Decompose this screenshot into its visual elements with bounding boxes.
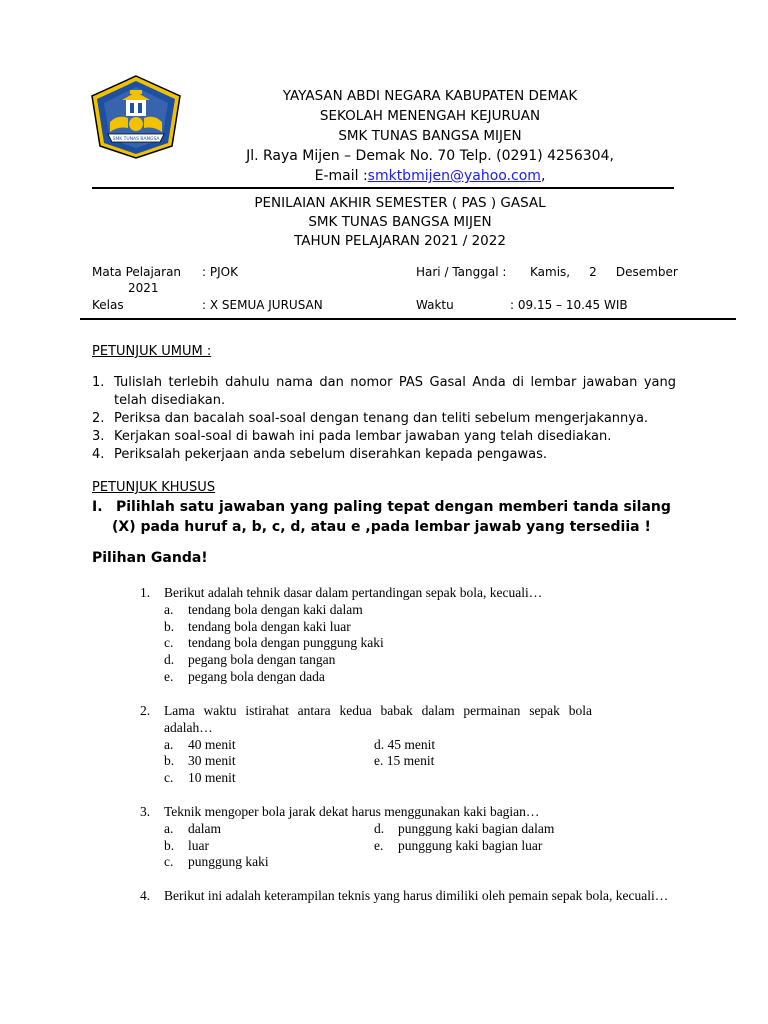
list-item: 1. Tulislah terlebih dahulu nama dan nomor PAS Gasal Anda di lembar jawaban yang telah disediakan. xyxy=(92,375,676,408)
school-address: Jl. Raya Mijen – Demak No. 70 Telp. (0291) 4256304, xyxy=(246,148,614,164)
exam-title-line1: PENILAIAN AKHIR SEMESTER ( PAS ) GASAL xyxy=(254,195,546,211)
option-a: a. 40 menit xyxy=(164,736,236,752)
exam-title-line3: TAHUN PELAJARAN 2021 / 2022 xyxy=(294,233,506,249)
option-a: a. dalam xyxy=(164,820,221,836)
list-item: 3. Kerjakan soal-soal di bawah ini pada lembar jawaban yang telah disediakan. xyxy=(92,429,612,444)
exam-title xyxy=(180,194,620,251)
option-e: e. pegang bola dengan dada xyxy=(164,668,325,684)
school-type: SEKOLAH MENENGAH KEJURUAN xyxy=(319,108,541,124)
option-d: d. pegang bola dengan tangan xyxy=(164,652,336,668)
question-1: 1. Berikut adalah tehnik dasar dalam pertandingan sepak bola, kecuali… a. tendang bola dengan kaki dalam b. tendang bola dengan kaki luar c. tendang bola dengan punggung kaki d. pegang bola dengan tangan e. pegang bola dengan dada xyxy=(140,585,676,686)
option-d: d. 45 menit xyxy=(374,736,436,752)
option-a: a. tendang bola dengan kaki dalam xyxy=(164,601,363,617)
option-e: e. punggung kaki bagian luar xyxy=(374,837,543,853)
year-wrap: 2021 xyxy=(128,281,159,295)
school-name: SMK TUNAS BANGSA MIJEN xyxy=(338,128,522,144)
exam-title-line2: SMK TUNAS BANGSA MIJEN xyxy=(308,214,492,230)
instruction-line1: Pilihlah satu jawaban yang paling tepat dengan memberi tanda silang xyxy=(116,499,671,515)
email-suffix: , xyxy=(540,168,546,184)
option-e: e. 15 menit xyxy=(374,753,435,769)
time-label: Waktu xyxy=(416,298,454,312)
question-4: 4. Berikut ini adalah keterampilan teknis yang harus dimiliki oleh pemain sepak bola, kecuali… xyxy=(140,888,676,905)
option-b: b. tendang bola dengan kaki luar xyxy=(164,618,351,634)
email-link[interactable]: smktbmijen@yahoo.com xyxy=(367,168,541,184)
class-value: : X SEMUA JURUSAN xyxy=(202,298,323,312)
section-heading: Pilihan Ganda! xyxy=(92,550,208,566)
class-label: Kelas xyxy=(92,298,124,312)
question-2: 2. Lama waktu istirahat antara kedua babak dalam permainan sepak bola adalah… a. 40 menit d. 45 menit b. 30 menit e. 15 menit c. 10 menit xyxy=(140,703,676,787)
option-c: c. punggung kaki xyxy=(164,854,269,870)
option-c: c. tendang bola dengan punggung kaki xyxy=(164,635,384,651)
school-logo xyxy=(88,74,184,160)
time-value: : 09.15 – 10.45 WIB xyxy=(510,298,628,312)
question-text: Lama waktu istirahat antara kedua babak dalam permainan sepak bola adalah… xyxy=(164,703,592,735)
school-email-line xyxy=(200,166,660,186)
svg-text:SMK TUNAS BANGSA: SMK TUNAS BANGSA xyxy=(112,137,160,142)
question-text: Berikut adalah tehnik dasar dalam pertandingan sepak bola, kecuali… xyxy=(164,585,543,600)
subject-label: Mata Pelajaran xyxy=(92,265,182,279)
option-b: b. 30 menit xyxy=(164,753,236,769)
letterhead-divider xyxy=(92,187,674,189)
day-label: Hari / Tanggal : xyxy=(416,265,507,279)
email-label: E-mail : xyxy=(314,168,368,184)
option-d: d. punggung kaki bagian dalam xyxy=(374,820,555,836)
general-instructions xyxy=(92,374,676,464)
list-item: 2. Periksa dan bacalah soal-soal dengan tenang dan teliti sebelum mengerjakannya. xyxy=(92,411,649,426)
info-divider xyxy=(80,318,736,320)
subject-value: : PJOK xyxy=(202,265,238,279)
letterhead xyxy=(200,86,660,186)
day-value: Kamis, 2 Desember xyxy=(530,265,678,279)
question-text: Berikut ini adalah keterampilan teknis yang harus dimiliki oleh pemain sepak bola, kecuali… xyxy=(164,888,669,903)
instruction-line2: (X) pada huruf a, b, c, d, atau e ,pada lembar jawab yang tersediia ! xyxy=(112,519,651,535)
general-heading: PETUNJUK UMUM : xyxy=(92,344,212,359)
option-c: c. 10 menit xyxy=(164,770,236,786)
roman-numeral: I. xyxy=(92,499,103,515)
foundation-name: YAYASAN ABDI NEGARA KABUPATEN DEMAK xyxy=(282,88,578,104)
specific-heading: PETUNJUK KHUSUS xyxy=(92,480,216,495)
question-3: 3. Teknik mengoper bola jarak dekat harus menggunakan kaki bagian… a. dalam d. punggung kaki bagian dalam b. luar e. punggung kaki bagian luar c. punggung kaki xyxy=(140,804,676,871)
option-b: b. luar xyxy=(164,837,209,853)
list-item: 4. Periksalah pekerjaan anda sebelum diserahkan kepada pengawas. xyxy=(92,447,548,462)
question-text: Teknik mengoper bola jarak dekat harus menggunakan kaki bagian… xyxy=(164,804,540,819)
specific-instructions xyxy=(92,497,682,537)
